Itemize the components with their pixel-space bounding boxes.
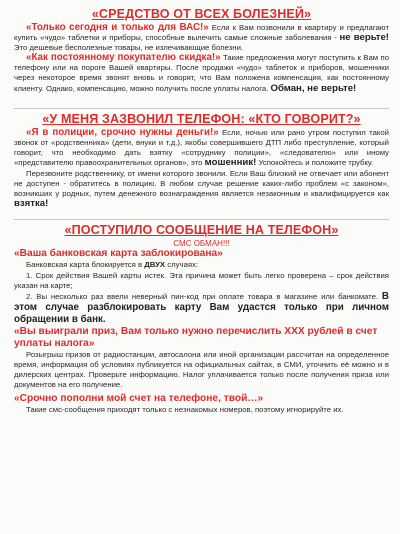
card-reason-2-bold: В этом случае разблокировать карту Вам удастся только при личном обращении в банк.: [14, 290, 389, 325]
card-line-a: Банковская карта блокируется в: [26, 260, 145, 270]
subheading-top-up: «Срочно пополни мой счет на телефоне, твой…»: [14, 392, 264, 404]
section2-text1b: Успокойтесь и положите трубку.: [256, 157, 374, 167]
section2-paragraph2: [14, 169, 389, 209]
subheading-card-blocked: «Ваша банковская карта заблокирована»: [14, 248, 223, 260]
card-reason-2: [14, 291, 389, 326]
section1-bold2: Обман, не верьте!: [270, 82, 357, 94]
section2-text1: Если, ночью или рано утром поступил такой звонок от «родственника» (дети, внуки и т.д.), якобы совершившего ДТП либо преступление, который говорит, что необходимо дать взятку «сотруднику полиции», «следователю» или иному «представителю правоохранительных органов», это: [14, 127, 390, 167]
section1-red-phrase2: «Как постоянному покупателю скидка!»: [26, 52, 221, 64]
subheading-prize: «Вы выиграли приз, Вам только нужно перечислить XXX рублей в счет уплаты налога»: [14, 326, 378, 350]
section2-heading: «У МЕНЯ ЗАЗВОНИЛ ТЕЛЕФОН: «КТО ГОВОРИТ?»: [42, 111, 361, 126]
document-page: [14, 4, 389, 415]
section1-paragraph2: [14, 53, 389, 93]
section2-red-phrase: «Я в полиции, срочно нужны деньги!»: [26, 126, 219, 138]
section1-heading: «СРЕДСТВО ОТ ВСЕХ БОЛЕЗНЕЙ»: [91, 7, 312, 21]
section1-text1b: Это дешевые бесполезные товары, не излечивающие болезни.: [14, 43, 244, 53]
card-line-bold: ДВУХ: [144, 260, 166, 270]
section2-text2: Перезвоните родственнику, от имени которого звонили. Если Ваш близкий не отвечает или абонент не доступен - обратитесь в полицию. В любом случае решение каких-либо проблем «с законом», возникших у родных, путем денежного вознаграждения является незаконным и квалифицируется как: [14, 169, 389, 199]
divider: [14, 108, 389, 109]
section2-paragraph1: [14, 128, 389, 168]
section1-red-phrase1: «Только сегодня и только для ВАС!»: [26, 22, 209, 33]
section1-paragraph1: [14, 23, 389, 53]
divider: [14, 219, 389, 220]
card-blocked-intro: [14, 260, 389, 270]
card-reason-2-text: 2. Вы несколько раз ввели неверный пин-код при оплате товара в магазине или банкомате.: [26, 291, 382, 301]
section2-bold1: мошенник!: [204, 156, 257, 168]
section1-bold1: не верьте!: [339, 32, 389, 44]
section3-heading: «ПОСТУПИЛО СООБЩЕНИЕ НА ТЕЛЕФОН»: [64, 223, 339, 238]
card-reason-1: 1. Срок действия Вашей карты истек. Эта причина может быть легко проверена – срок действия указан на карте;: [14, 270, 389, 290]
top-up-paragraph: Такие смс-сообщения приходят только с незнакомых номеров, поэтому игнорируйте их.: [26, 404, 344, 414]
sms-fraud-note: СМС ОБМАН!!!: [173, 239, 230, 249]
section1-text2: Такие предложения могут поступить к Вам по телефону или на пороге Вашей квартиры. После продажи «чудо» таблеток и приборов, мошенники через некоторое время звонят вновь и говорят, что Вам положена компенсация, как постоянному клиенту. Однако, компенсацию, можно получить после уплаты налога.: [14, 53, 389, 93]
prize-paragraph: Розыгрыш призов от радиостанции, автосалона или иной организации рассчитан на определенное время, информация об условиях публикуется на официальных сайтах, в СМИ, уточнить её можно и в дилерских центрах. Проверьте информацию. Налог уплачивается только после получения приза или документов на его получение.: [14, 350, 389, 390]
section2-bold2: взятка!: [14, 198, 49, 210]
section1-text1a: Если к Вам позвонили в квартиру и предлагают купить «чудо» таблетки и приборы, способные вылечить самые сложные заболевания -: [14, 23, 389, 43]
card-line-b: случаях:: [165, 260, 199, 270]
